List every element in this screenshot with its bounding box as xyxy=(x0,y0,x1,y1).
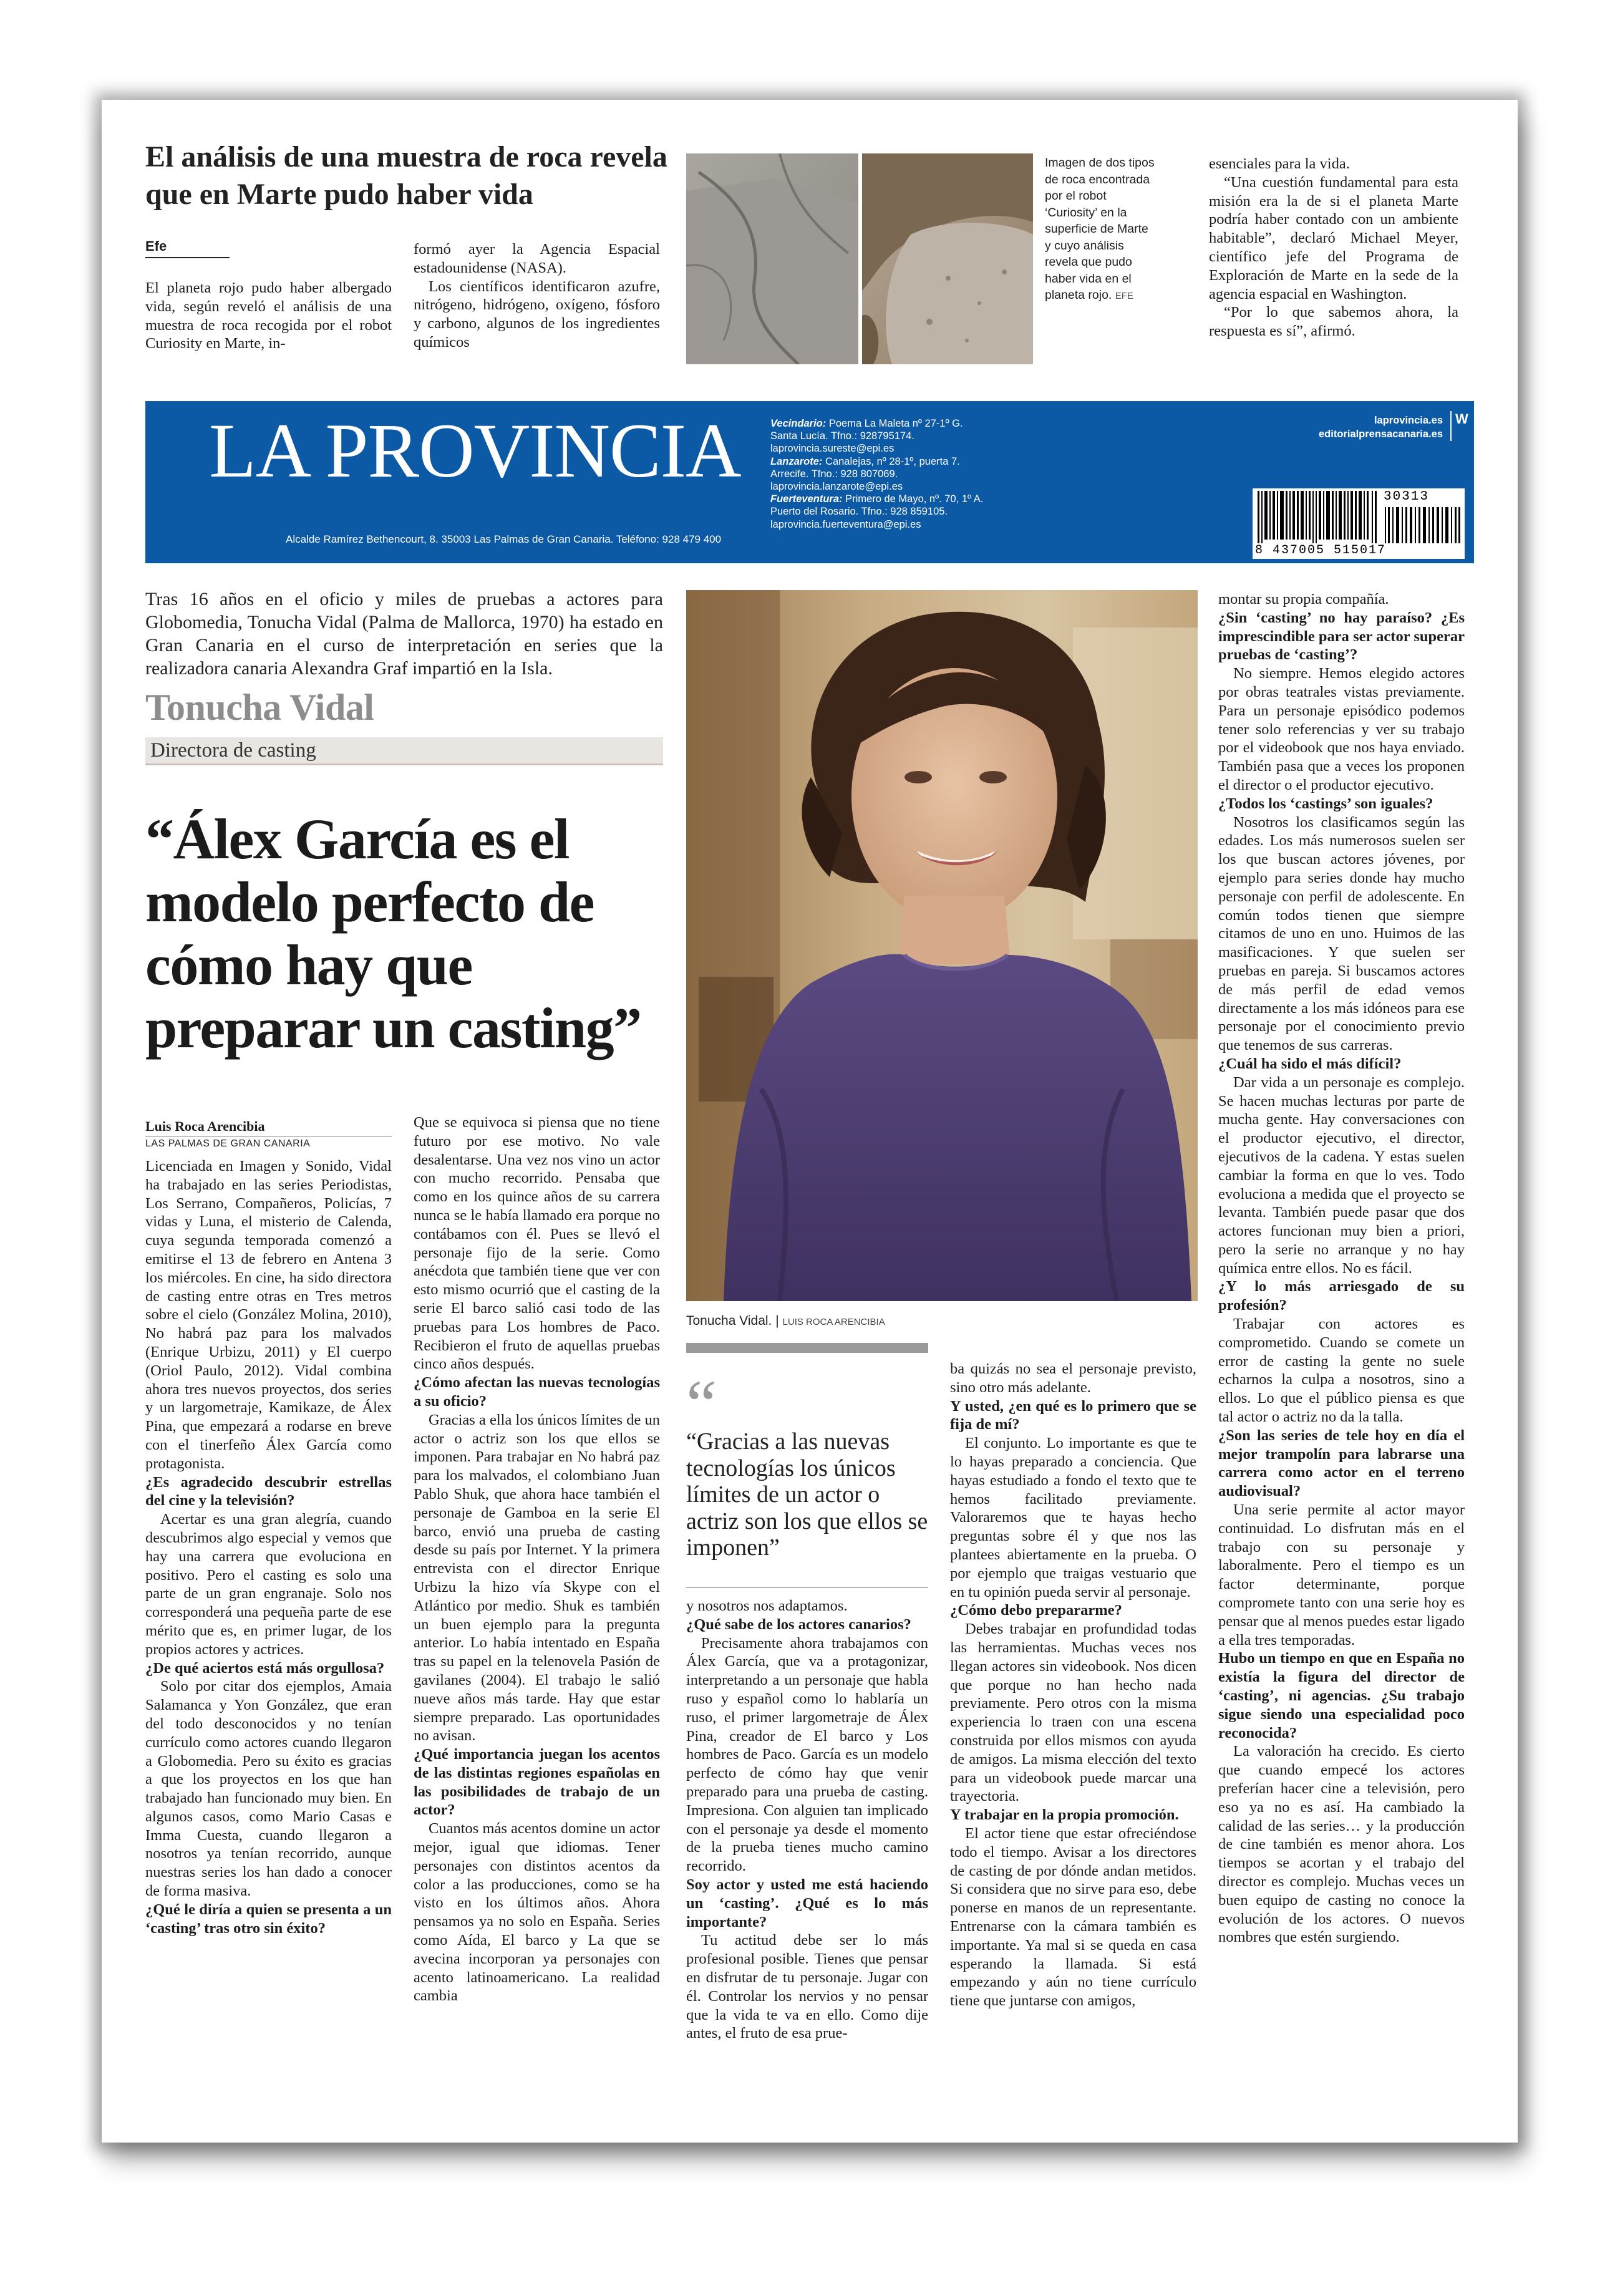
barcode-bars xyxy=(1256,491,1381,543)
website-link[interactable]: laprovincia.es xyxy=(1374,415,1443,426)
contact-line: Arrecife. Tfno.: 928 807069. xyxy=(770,468,898,480)
paragraph: ¿Cómo afectan las nuevas tecnologías a su oficio? xyxy=(414,1374,660,1410)
article-headline: “Álex García es el modelo perfecto de cómo hay que preparar un casting” xyxy=(145,807,641,1060)
paragraph: ¿Todos los ‘castings’ son iguales? xyxy=(1218,795,1433,812)
interviewee-name: Tonucha Vidal xyxy=(145,687,374,728)
contact-line: Fuerteventura: Primero de Mayo, nº. 70, 1º A. xyxy=(770,493,984,505)
top-story-col2 xyxy=(414,240,660,365)
paragraph: Precisamente ahora trabajamos con Álex García, que va a protagonizar, interpretando a un personaje que habla ruso y español como lo hablaría un ruso, el primer largometraje de Álex Pina, creador de El barco y Los hombres de Paco. García es un modelo perfecto de cómo hay que venir preparado para una prueba de casting. Impresiona. Con alguien tan implicado con el personaje ya desde el momento de la prueba tienes mucho camino recorrido. xyxy=(686,1634,928,1875)
contact-line: Santa Lucía. Tfno.: 928795174. xyxy=(770,430,914,442)
paragraph: ¿Cuál ha sido el más difícil? xyxy=(1218,1055,1402,1072)
paragraph: Licenciada en Imagen y Sonido, Vidal ha trabajado en las series Periodistas, Los Serrano, Compañeros, Policías, 7 vidas y Luna, el misterio de Calenda, cuya segunda temporada comenzó a emitirse el 13 de febrero en Antena 3 los miércoles. En cine, ha sido directora de casting entre otras en Tres metros sobre el cielo (González Molina, 2010), No habrá paz para los malvados (Enrique Urbizu, 2011) y El cuerpo (Oriol Paulo, 2012). Vidal combina ahora tres nuevos proyectos, dos series y un largometraje, Kamikaze, de Álex Pina, que empezará a rodarse en breve con el tinerfeño Álex García como protagonista. xyxy=(145,1158,392,1472)
article-intro: Tras 16 años en el oficio y miles de pruebas a actores para Globomedia, Tonucha Vidal (Palma de Mallorca, 1970) ha estado en Gran Canaria en el curso de interpretación en series que la realizadora canaria Alexandra Graf impartió en la Isla. xyxy=(145,589,663,679)
paragraph: ¿Qué le diría a quien se presenta a un ‘casting’ tras otro sin éxito? xyxy=(145,1901,392,1937)
rock-photo-image xyxy=(686,153,1033,364)
portrait-photo xyxy=(686,590,1198,1301)
contact-line: laprovincia.sureste@epi.es xyxy=(770,443,895,455)
contact-line: Lanzarote: Canalejas, nº 28-1º, puerta 7. xyxy=(770,455,960,467)
paragraph: No siempre. Hemos elegido actores por obras teatrales vistas previamente. Para un personaje episódico podemos tener solo referencias y ver su trabajo por el videobook que nos haya enviado. También pasa que a veces los proponen el director o el productor ejecutivo. xyxy=(1218,665,1465,793)
barcode-bottom-number: 8 437005 515017 xyxy=(1255,543,1387,558)
paragraph: ¿Qué importancia juegan los acentos de las distintas regiones españolas en las posibilidades de trabajo de un actor? xyxy=(414,1746,660,1819)
newspaper-logo: LA PROVINCIA xyxy=(209,408,741,493)
top-story-col4 xyxy=(1209,155,1458,367)
rock-photo xyxy=(686,153,1033,364)
paragraph: Soy actor y usted me está haciendo un ‘casting’. ¿Qué es lo más importante? xyxy=(686,1876,928,1930)
w-mark: W xyxy=(1455,411,1468,427)
portrait-caption-text: Tonucha Vidal. xyxy=(686,1314,772,1328)
paragraph: Cuantos más acentos domine un actor mejor, igual que idiomas. Tener personajes con distintos acentos da color a las producciones, como se ha visto en los últimos años. Ahora pensamos ya no solo en España. Series como Aída, El barco y La que se avecina incorporan ya personajes con acento latinoamericano. La realidad cambia xyxy=(414,1820,660,2005)
article-col5 xyxy=(1218,590,1465,2102)
paragraph: Tu actitud debe ser lo más profesional posible. Tienes que pensar en disfrutar de tu personaje. Jugar con él. Controlar los nervios y no pensar que la vida te va en ello. Como dije antes, el fruto de esa prue- xyxy=(686,1932,928,2042)
contact-line: Puerto del Rosario. Tfno.: 928 859105. xyxy=(770,506,948,518)
paragraph: ¿De qué aciertos está más orgullosa? xyxy=(145,1659,385,1677)
paragraph: ¿Es agradecido descubrir estrellas del cine y la televisión? xyxy=(145,1473,392,1509)
top-story-title: El análisis de una muestra de roca revela que en Marte pudo haber vida xyxy=(145,140,667,211)
paragraph: y nosotros nos adaptamos. xyxy=(686,1597,848,1614)
email-link[interactable]: editorialprensacanaria.es xyxy=(1318,429,1443,440)
contact-line: laprovincia.lanzarote@epi.es xyxy=(770,481,903,493)
top-photo-caption-text: Imagen de dos tipos de roca encontrada por el robot ‘Curiosity’ en la superficie de Marte y cuyo análisis revela que pudo haber vida en el planeta rojo. xyxy=(1045,156,1155,302)
paragraph: formó ayer la Agencia Espacial estadounidense (NASA). xyxy=(414,241,660,276)
masthead-contacts xyxy=(770,417,983,531)
contact-line: Vecindario: Poema La Maleta nº 27-1º G. xyxy=(770,418,963,429)
paragraph: El conjunto. Lo importante es que te lo hayas preparado a conciencia. Que hayas estudiado a fondo el texto que te hemos facilitado previamente. Valoraremos que te hayas hecho preguntas sobre él y que nos las plantees abiertamente en la prueba. O por ejemplo que traigas vestuario que en tu opinión pueda servir al personaje. xyxy=(950,1435,1196,1601)
paragraph: Debes trabajar en profundidad todas las herramientas. Muchas veces nos llegan actores sin videobook. Nos dicen que porque no han hecho nada previamente. Pero otros con la misma experiencia lo traen con una escena construida por ellos mismos con ayuda de amigos. La misma elección del texto para un videobook puede marcar una trayectoria. xyxy=(950,1620,1196,1805)
paragraph: Una serie permite al actor mayor continuidad. Lo disfrutan más en el trabajo con su personaje y laboralmente. Pero el tiempo es un factor determinante, porque compromete tanto con una serie hoy es pensar que al menos puedes estar ligado a ella tres temporadas. xyxy=(1218,1501,1465,1649)
masthead-address: Alcalde Ramírez Bethencourt, 8. 35003 Las Palmas de Gran Canaria. Teléfono: 928 479 400 xyxy=(286,533,722,545)
barcode-addon-bars xyxy=(1385,507,1461,543)
pull-quote-rule xyxy=(686,1587,928,1588)
paragraph: esenciales para la vida. xyxy=(1209,155,1350,172)
paragraph: Dar vida a un personaje es complejo. Se hacen muchas lecturas por parte de mucha gente. Hay conversaciones con el productor ejecutivo, el director, ejecutivos de la cadena. Y estas suelen cambiar la forma en que lo ves. Todo evoluciona a medida que el proyecto se levanta. También puede pasar que dos actores funcionan muy bien a priori, pero la serie no arranque y no hay química entre ellos. No es fácil. xyxy=(1218,1073,1465,1277)
newspaper-page xyxy=(102,100,1518,2143)
paragraph: “Una cuestión fundamental para esta misión era la de si el planeta Marte podría haber contado con un ambiente habitable”, declaró Michael Meyer, científico jefe del Programa de Exploración de Marte en la sede de la agencia espacial en Washington. xyxy=(1209,173,1458,303)
paragraph: El planeta rojo pudo haber albergado vida, según reveló el análisis de una muestra de roca recogida por el robot Curiosity en Marte, in- xyxy=(145,279,392,352)
article-author: Luis Roca Arencibia xyxy=(145,1118,265,1134)
paragraph: ¿Sin ‘casting’ no hay paraíso? ¿Es imprescindible para ser actor superar pruebas de ‘casting’? xyxy=(1218,609,1465,664)
masthead-web xyxy=(1206,414,1443,441)
paragraph: montar su propia compañía. xyxy=(1218,591,1389,608)
paragraph: Y usted, ¿en qué es lo primero que se fija de mí? xyxy=(950,1397,1196,1433)
portrait-caption: Tonucha Vidal. | LUIS ROCA ARENCIBIA xyxy=(686,1314,885,1328)
article-col4 xyxy=(950,1360,1196,2102)
paragraph: ¿Cómo debo prepararme? xyxy=(950,1602,1122,1619)
paragraph: Gracias a ella los únicos límites de un actor o actriz son los que ellos se imponen. Para trabajar en No habrá paz para los malvados, el colombiano Juan Pablo Shuk, que ahora hace también el personaje de Gamboa en la serie El barco, envió una prueba de casting desde su país por Internet. Y la primera entrevista con el director Enrique Urbizu la hizo vía Skype con el Atlántico por medio. Shuk es también un buen ejemplo para la pregunta anterior. Lo había intentado en España tras su papel en la telenovela Pasión de gavilanes (2004). El trabajo le salió nueve años más tarde. Hay que estar siempre preparado. Las oportunidades no avisan. xyxy=(414,1411,660,1745)
paragraph: ¿Y lo más arriesgado de su profesión? xyxy=(1218,1278,1465,1314)
paragraph: Acertar es una gran alegría, cuando descubrimos algo especial y vemos que hay una carrera que evoluciona en positivo. Pero el casting es solo una parte de un gran engranaje. Solo nos corresponderá una pequeña parte de ese mérito que es, en primer lugar, de los propios actores y actrices. xyxy=(145,1511,392,1658)
paragraph: Los científicos identificaron azufre, nitrógeno, hidrógeno, oxígeno, fósforo y carbono, algunos de los ingredientes químicos xyxy=(414,278,660,351)
article-place: LAS PALMAS DE GRAN CANARIA xyxy=(145,1136,392,1150)
pull-quote-mark: “ xyxy=(686,1366,717,1442)
paragraph: Que se equivoca si piensa que no tiene futuro por ese motivo. No vale desalentarse. Una vez nos vino un actor con mucho recorrido. Pensaba que como en los quince años de su carrera nunca se le había llamado era porque no contábamos con él. Pues se llevó el personaje fijo de la serie. Como anécdota que también tiene que ver con esto mismo ocurrió que el casting de la serie El barco salió casi todo de las pruebas para Los hombres de Paco. Recibieron el fruto de aquellas pruebas cinco años después. xyxy=(414,1114,660,1373)
paragraph: La valoración ha crecido. Es cierto que cuando empecé los actores preferían hacer cine a televisión, pero eso ya no es así. Ha cambiado la calidad de las series… y la producción de cine también es menor ahora. Los tiempos se acortan y el trabajo del director es complejo. Muchas veces un buen equipo de casting no conoce la evolución de los actores. O nuevos nombres que estén surgiendo. xyxy=(1218,1743,1465,1946)
paragraph: Y trabajar en la propia promoción. xyxy=(950,1806,1179,1824)
portrait-credit: LUIS ROCA ARENCIBIA xyxy=(782,1317,885,1327)
article-col1 xyxy=(145,1157,392,2102)
masthead-banner xyxy=(145,401,1474,563)
paragraph: “Por lo que sabemos ahora, la respuesta es sí”, afirmó. xyxy=(1209,304,1458,340)
interviewee-role: Directora de casting xyxy=(145,737,663,765)
portrait-image xyxy=(686,590,1198,1301)
web-divider xyxy=(1450,411,1452,441)
paragraph: El actor tiene que estar ofreciéndose todo el tiempo. Avisar a los directores de casting de por dónde andan metidos. Si considera que no sirve para eso, debe ponerse en manos de un representante. Entrenarse con la cámara también es importante. Ya mal si se queda en casa esperando la llamada. Si está empezando y aún no tiene currículo tiene que juntarse con amigos, xyxy=(950,1824,1196,2010)
pull-quote-bar xyxy=(686,1343,928,1353)
top-photo-caption xyxy=(1045,155,1156,305)
top-story-col1 xyxy=(145,279,392,363)
paragraph: ¿Son las series de tele hoy en día el mejor trampolín para labrarse una carrera como actor en el terreno audiovisual? xyxy=(1218,1427,1465,1500)
article-col3 xyxy=(686,1597,928,2102)
top-photo-credit: EFE xyxy=(1115,291,1133,301)
paragraph: ba quizás no sea el personaje previsto, sino otro más adelante. xyxy=(950,1360,1196,1396)
paragraph: Trabajar con actores es comprometido. Cuando se comete un error de casting la gente no suele echarnos la culpa a nosotros, sino a ellos. Lo que el público piensa es que tal actor o actriz no da la talla. xyxy=(1218,1315,1465,1426)
paragraph: ¿Qué sabe de los actores canarios? xyxy=(686,1615,911,1633)
article-col2 xyxy=(414,1113,660,2102)
top-story-byline: Efe xyxy=(145,238,230,258)
contact-line: laprovincia.fuerteventura@epi.es xyxy=(770,518,921,530)
paragraph: Solo por citar dos ejemplos, Amaia Salamanca y Yon González, que eran del todo desconocidos y no tenían currículo como actores cuando llegaron a Globomedia. Pero su éxito es gracias a que los proyectos en los que han trabajado han funcionado muy bien. En algunos casos, como Mario Casas e Imma Cuesta, cuando llegaron a nosotros ya tenían recorrido, aunque nuestras series los han dado a conocer de forma masiva. xyxy=(145,1678,392,1900)
paragraph: Hubo un tiempo en que en España no existía la figura del director de ‘casting’, ni agencias. ¿Su trabajo sigue siendo una especialidad poco reconocida? xyxy=(1218,1650,1465,1741)
pull-quote: “Gracias a las nuevas tecnologías los únicos límites de un actor o actriz son los que ellos se imponen” xyxy=(686,1428,928,1561)
barcode xyxy=(1253,488,1465,559)
paragraph: Nosotros los clasificamos según las edades. Los más numerosos suelen ser los que buscan actores jóvenes, por ejemplo para series donde hay mucho personaje con perfil de adolescente. En común todos tienen que siempre citamos de uno en uno. Huimos de las masificaciones. Y que suelen ser pruebas en pareja. Si buscamos actores de más perfil de edad vemos directamente a los más idóneos para ese personaje por el conocimiento previo que tenemos de sus carreras. xyxy=(1218,813,1465,1054)
barcode-top-number: 30313 xyxy=(1384,490,1430,504)
